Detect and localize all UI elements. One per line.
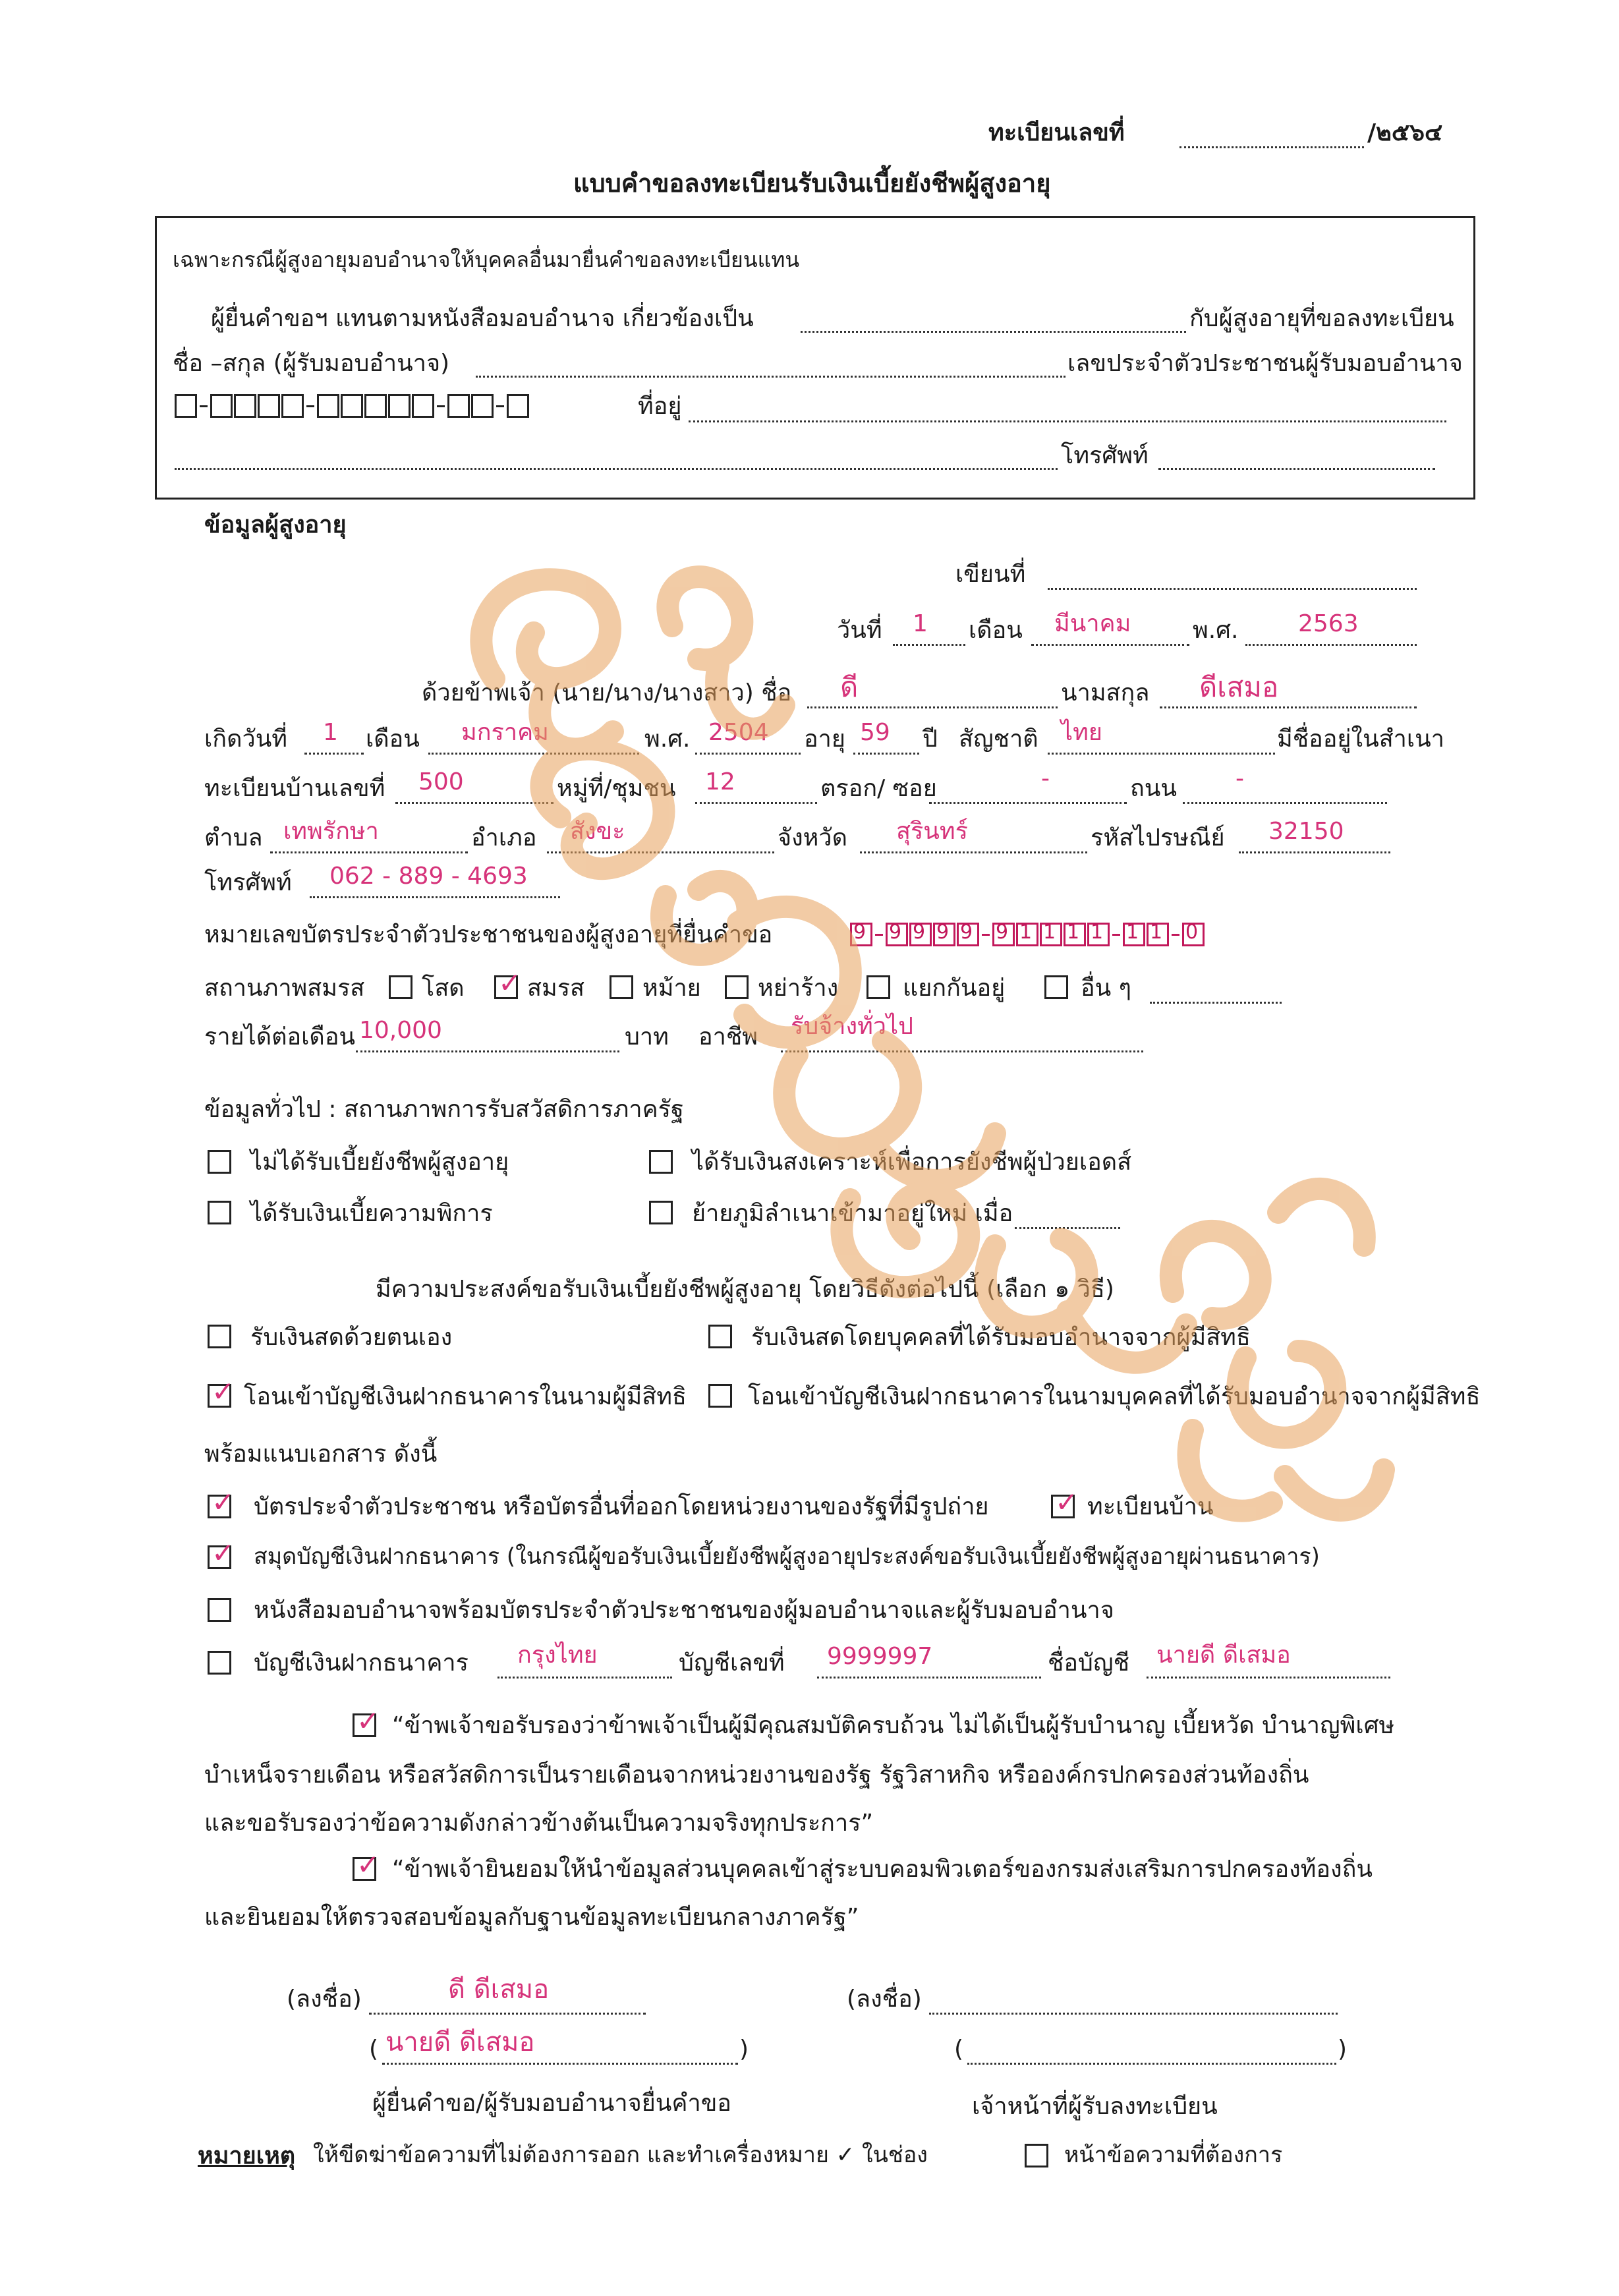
month-label: เดือน: [969, 617, 1023, 644]
income-field[interactable]: [356, 1050, 619, 1052]
marital-separated-checkbox[interactable]: [866, 975, 890, 999]
income-value: 10,000: [359, 1017, 442, 1044]
id-digit: 1: [1067, 921, 1080, 944]
birth-year-label: พ.ศ.: [644, 726, 691, 753]
id-digit: 1: [1126, 921, 1139, 944]
applicant-sign-label: (ลงชื่อ): [287, 1986, 362, 2013]
self-label: ด้วยข้าพเจ้า (นาย/นาง/นางสาว) ชื่อ: [422, 679, 792, 706]
id-digit: 9: [853, 921, 866, 944]
marital-other-label: อื่น ๆ: [1081, 975, 1132, 1002]
att-bankbook-label: สมุดบัญชีเงินฝากธนาคาร (ในกรณีผู้ขอรับเงินเบี้ยยังชีพผู้สูงอายุประสงค์ขอรับเงินเบี้ยยังชีพผู้สูงอายุผ่านธนาคาร): [254, 1543, 1320, 1570]
attach-title: พร้อมแนบเอกสาร ดังนี้: [204, 1441, 438, 1468]
applicant-name: นายดี ดีเสมอ: [385, 2027, 535, 2057]
id-digit-box[interactable]: [1147, 923, 1169, 946]
province-value: สุรินทร์: [896, 818, 968, 845]
baht-label: บาท: [625, 1023, 669, 1050]
id-separator: [982, 934, 990, 936]
occupation-value: รับจ้างทั่วไป: [791, 1013, 913, 1040]
month-field[interactable]: [1031, 644, 1189, 646]
decl1-line3: และขอรับรองว่าข้อความดังกล่าวข้างต้นเป็นความจริงทุกประการ”: [204, 1810, 874, 1837]
soi-field[interactable]: [929, 802, 1127, 804]
welfare-opt2-label: ได้รับเงินสงเคราะห์เพื่อการยังชีพผู้ป่วยเอดส์: [692, 1149, 1132, 1176]
proxy-line2-b: เลขประจำตัวประชาชนผู้รับมอบอำนาจ: [1067, 350, 1463, 377]
id-digit-box[interactable]: [1182, 923, 1205, 946]
id-digit-box[interactable]: [886, 923, 908, 946]
proxy-phone-label: โทรศัพท์: [1061, 442, 1149, 469]
marital-single-checkbox[interactable]: [389, 975, 412, 999]
house-no-label: ทะเบียนบ้านเลขที่: [204, 775, 385, 802]
postcode-field[interactable]: [1239, 851, 1390, 853]
applicant-role: ผู้ยื่นคำขอ/ผู้รับมอบอำนาจยื่นคำขอ: [372, 2090, 731, 2117]
pay-cash-proxy-label: รับเงินสดโดยบุคคลที่ได้รับมอบอำนาจจากผู้มีสิทธิ: [751, 1324, 1251, 1351]
marital-married-label: สมรส: [527, 975, 585, 1002]
birth-year-value: 2504: [708, 719, 769, 746]
welfare-title: ข้อมูลทั่วไป : สถานภาพการรับสวัสดิการภาครัฐ: [204, 1096, 684, 1123]
bank-name-value: กรุงไทย: [517, 1642, 598, 1669]
road-label: ถนน: [1130, 775, 1178, 802]
proxy-line1-a: ผู้ยื่นคำขอฯ แทนตามหนังสือมอบอำนาจ เกี่ยวข้องเป็น: [211, 305, 754, 332]
welfare-opt3-label: ได้รับเงินเบี้ยความพิการ: [250, 1200, 493, 1227]
officer-role: เจ้าหน้าที่ผู้รับลงทะเบียน: [972, 2093, 1218, 2120]
year-label: พ.ศ.: [1193, 617, 1239, 644]
id-separator: [1112, 934, 1120, 936]
phone-value: 062 - 889 - 4693: [329, 863, 528, 890]
acct-no-label: บัญชีเลขที่: [679, 1650, 785, 1677]
acct-name-label: ชื่อบัญชี: [1048, 1650, 1130, 1677]
elder-section-title: ข้อมูลผู้สูงอายุ: [204, 511, 347, 538]
pay-bank-proxy-label: โอนเข้าบัญชีเงินฝากธนาคารในนามบุคคลที่ได้รับมอบอำนาจจากผู้มีสิทธิ: [748, 1383, 1481, 1410]
id-digit: 0: [1185, 921, 1199, 944]
att-id-checkbox[interactable]: [208, 1495, 231, 1518]
moo-value: 12: [705, 768, 735, 795]
note-text-b: หน้าข้อความที่ต้องการ: [1064, 2142, 1283, 2168]
age-field[interactable]: [853, 753, 919, 755]
marital-other-field[interactable]: [1150, 1002, 1282, 1004]
note-text-a: ให้ขีดฆ่าข้อความที่ไม่ต้องการออก และทำเครื่องหมาย ✓ ในช่อง: [313, 2142, 928, 2168]
acct-name-value: นายดี ดีเสมอ: [1156, 1642, 1291, 1669]
form-title: แบบคำขอลงทะเบียนรับเงินเบี้ยยังชีพผู้สูงอายุ: [573, 169, 1051, 198]
first-name-field[interactable]: [807, 706, 1058, 708]
age-label: อายุ: [804, 726, 845, 753]
marital-divorced-checkbox[interactable]: [725, 975, 749, 999]
acct-no-field[interactable]: [817, 1677, 1041, 1679]
officer-sign-field[interactable]: [929, 2013, 1338, 2015]
decl1-line2: บำเหน็จรายเดือน หรือสวัสดิการเป็นรายเดือนจากหน่วยงานของรัฐ รัฐวิสาหกิจ หรือองค์กรปกครองส่วนท้องถิ่น: [204, 1762, 1309, 1789]
pay-cash-self-checkbox[interactable]: [208, 1325, 231, 1348]
phone-label: โทรศัพท์: [204, 869, 292, 896]
pay-bank-self-checkbox[interactable]: [208, 1384, 231, 1408]
officer-name-field[interactable]: [967, 2063, 1336, 2065]
date-field[interactable]: [893, 644, 965, 646]
welfare-opt1-label: ไม่ได้รับเบี้ยยังชีพผู้สูงอายุ: [250, 1149, 509, 1176]
id-digit: 1: [1091, 921, 1104, 944]
date-value: 1: [913, 610, 928, 637]
applicant-signature: ดี ดีเสมอ: [448, 1974, 550, 2005]
house-no-value: 500: [418, 768, 464, 795]
proxy-heading: เฉพาะกรณีผู้สูงอายุมอบอำนาจให้บุคคลอื่นมายื่นคำขอลงทะเบียนแทน: [173, 247, 800, 272]
id-digit: 9: [889, 921, 902, 944]
tambon-label: ตำบล: [204, 824, 263, 851]
registry-tail: มีชื่ออยู่ในสำเนา: [1277, 726, 1445, 753]
road-field[interactable]: [1183, 802, 1387, 804]
welfare-opt4-label: ย้ายภูมิลำเนาเข้ามาอยู่ใหม่ เมื่อ: [692, 1200, 1013, 1227]
birth-month-value: มกราคม: [461, 719, 549, 746]
id-digit-box[interactable]: [1040, 923, 1062, 946]
decl1-line1: “ข้าพเจ้าขอรับรองว่าข้าพเจ้าเป็นผู้มีคุณสมบัติครบถ้วน ไม่ได้เป็นผู้รับบำนาญ เบี้ยหวัด บำนาญพิเศษ: [392, 1712, 1395, 1739]
id-digit: 9: [936, 921, 950, 944]
id-digit: 1: [1150, 921, 1163, 944]
postcode-value: 32150: [1268, 818, 1344, 845]
date-label: วันที่: [837, 617, 882, 644]
welfare-opt3-checkbox[interactable]: [208, 1201, 231, 1224]
nationality-value: ไทย: [1061, 719, 1102, 746]
occupation-label: อาชีพ: [698, 1023, 758, 1050]
welfare-opt2-checkbox[interactable]: [649, 1150, 673, 1174]
att-bank-checkbox[interactable]: [208, 1651, 231, 1675]
att-poa-checkbox[interactable]: [208, 1598, 231, 1622]
decl1-checkbox[interactable]: [353, 1713, 376, 1737]
province-label: จังหวัด: [778, 824, 847, 851]
decl2-checkbox[interactable]: [353, 1857, 376, 1881]
id-label: หมายเลขบัตรประจำตัวประชาชนของผู้สูงอายุที่ยื่นคำขอ: [204, 921, 773, 948]
proxy-address-label: ที่อยู่: [638, 393, 682, 420]
marital-widowed-checkbox[interactable]: [610, 975, 633, 999]
id-digit-box[interactable]: [850, 923, 872, 946]
id-digit-box[interactable]: [933, 923, 955, 946]
surname-label: นามสกุล: [1061, 679, 1150, 706]
applicant-name-field[interactable]: [382, 2063, 738, 2065]
reg-no-suffix: /๒๕๖๔: [1367, 119, 1443, 146]
acct-name-field[interactable]: [1147, 1677, 1390, 1679]
nationality-label: สัญชาติ: [959, 726, 1038, 753]
id-digit-box[interactable]: [992, 923, 1015, 946]
marital-divorced-label: หย่าร้าง: [758, 975, 839, 1002]
payment-title: มีความประสงค์ขอรับเงินเบี้ยยังชีพผู้สูงอายุ โดยวิธีดังต่อไปนี้ (เลือก ๑ วิธี): [376, 1276, 1114, 1303]
marital-separated-label: แยกกันอยู่: [903, 975, 1006, 1002]
age-value: 59: [860, 719, 890, 746]
marital-other-checkbox[interactable]: [1044, 975, 1068, 999]
written-at-field[interactable]: [1048, 588, 1417, 590]
surname-value: ดีเสมอ: [1199, 671, 1279, 703]
welfare-opt4-checkbox[interactable]: [649, 1201, 673, 1224]
id-digit: 1: [1043, 921, 1056, 944]
road-value: -: [1236, 765, 1244, 792]
id-digit: 9: [913, 921, 926, 944]
nationality-field[interactable]: [1048, 753, 1275, 755]
bank-name-field[interactable]: [497, 1677, 672, 1679]
id-digit-box[interactable]: [1016, 923, 1038, 946]
id-digit: 9: [996, 921, 1009, 944]
applicant-sign-field[interactable]: [369, 2013, 646, 2015]
marital-single-label: โสด: [422, 975, 465, 1002]
id-digit-box[interactable]: [1087, 923, 1110, 946]
income-label: รายได้ต่อเดือน: [204, 1023, 356, 1050]
acct-no-value: 9999997: [827, 1643, 933, 1670]
birth-month-label: เดือน: [366, 726, 420, 753]
surname-field[interactable]: [1160, 706, 1417, 708]
birth-day-value: 1: [323, 719, 338, 746]
first-name-value: ดี: [840, 671, 859, 703]
proxy-name-field[interactable]: [476, 376, 1065, 378]
note-label: หมายเหตุ: [198, 2142, 296, 2169]
applicant-name-close: ): [739, 2036, 749, 2063]
att-house-label: ทะเบียนบ้าน: [1087, 1493, 1214, 1520]
welfare-opt4-field[interactable]: [1015, 1227, 1120, 1229]
occupation-field[interactable]: [781, 1050, 1143, 1052]
written-at-label: เขียนที่: [955, 561, 1026, 588]
soi-value: -: [1041, 765, 1050, 792]
att-house-checkbox[interactable]: [1051, 1495, 1075, 1518]
att-poa-label: หนังสือมอบอำนาจพร้อมบัตรประจำตัวประชาชนของผู้มอบอำนาจและผู้รับมอบอำนาจ: [254, 1597, 1114, 1624]
proxy-relation-field[interactable]: [801, 331, 1186, 333]
decl2-line2: และยินยอมให้ตรวจสอบข้อมูลกับฐานข้อมูลทะเบียนกลางภาครัฐ”: [204, 1904, 859, 1931]
birth-day-label: เกิดวันที่: [204, 726, 288, 753]
tambon-field[interactable]: [270, 851, 468, 853]
decl2-line1: “ข้าพเจ้ายินยอมให้นำข้อมูลส่วนบุคคลเข้าสู่ระบบคอมพิวเตอร์ของกรมส่งเสริมการปกครองท้องถิ่น: [392, 1856, 1373, 1883]
province-field[interactable]: [860, 851, 1087, 853]
elder-id-boxes[interactable]: [850, 923, 1205, 946]
proxy-phone-field[interactable]: [1158, 468, 1435, 470]
pay-cash-self-label: รับเงินสดด้วยตนเอง: [250, 1324, 453, 1351]
id-digit-box[interactable]: [957, 923, 979, 946]
birth-year-field[interactable]: [695, 753, 801, 755]
birth-month-field[interactable]: [428, 753, 639, 755]
bank-label: บัญชีเงินฝากธนาคาร: [254, 1650, 469, 1677]
proxy-line1-b: กับผู้สูงอายุที่ขอลงทะเบียน: [1189, 305, 1454, 332]
year-unit: ปี: [923, 726, 938, 753]
amphoe-field[interactable]: [547, 851, 774, 853]
reg-no-field[interactable]: [1179, 146, 1364, 148]
phone-field[interactable]: [310, 896, 560, 898]
officer-name-open: (: [954, 2036, 964, 2063]
id-digit: 9: [960, 921, 973, 944]
year-value: 2563: [1298, 610, 1359, 637]
id-digit-box[interactable]: [1064, 923, 1086, 946]
month-value: มีนาคม: [1054, 610, 1131, 637]
proxy-id-boxes[interactable]: [175, 394, 529, 418]
birth-day-field[interactable]: [304, 753, 364, 755]
year-field[interactable]: [1245, 644, 1417, 646]
note-checkbox-sample: [1025, 2144, 1048, 2167]
moo-label: หมู่ที่/ชุมชน: [557, 775, 676, 802]
proxy-address-field-2[interactable]: [175, 468, 1058, 470]
tambon-value: เทพรักษา: [283, 818, 379, 845]
pay-cash-proxy-checkbox[interactable]: [708, 1325, 732, 1348]
amphoe-value: สังขะ: [570, 818, 625, 845]
welfare-opt1-checkbox[interactable]: [208, 1150, 231, 1174]
proxy-line2-a: ชื่อ –สกุล (ผู้รับมอบอำนาจ): [173, 350, 450, 377]
marital-label: สถานภาพสมรส: [204, 975, 365, 1002]
moo-field[interactable]: [695, 802, 817, 804]
pay-bank-proxy-checkbox[interactable]: [708, 1384, 732, 1408]
soi-label: ตรอก/ ซอย: [820, 775, 937, 802]
att-bankbook-checkbox[interactable]: [208, 1545, 231, 1569]
id-digit-box[interactable]: [1123, 923, 1145, 946]
id-separator: [875, 934, 883, 936]
marital-married-checkbox[interactable]: [494, 975, 518, 999]
applicant-name-open: (: [369, 2036, 379, 2063]
proxy-address-field[interactable]: [689, 420, 1446, 422]
house-no-field[interactable]: [395, 802, 554, 804]
officer-sign-label: (ลงชื่อ): [847, 1986, 922, 2013]
postcode-label: รหัสไปรษณีย์: [1091, 824, 1225, 851]
reg-no-label: ทะเบียนเลขที่: [988, 119, 1125, 146]
att-id-label: บัตรประจำตัวประชาชน หรือบัตรอื่นที่ออกโดยหน่วยงานของรัฐที่มีรูปถ่าย: [254, 1493, 989, 1520]
amphoe-label: อำเภอ: [471, 824, 537, 851]
id-digit-box[interactable]: [909, 923, 932, 946]
id-digit: 1: [1019, 921, 1033, 944]
pay-bank-self-label: โอนเข้าบัญชีเงินฝากธนาคารในนามผู้มีสิทธิ: [244, 1383, 687, 1410]
id-separator: [1172, 934, 1179, 936]
officer-name-close: ): [1338, 2036, 1348, 2063]
marital-widowed-label: หม้าย: [642, 975, 701, 1002]
